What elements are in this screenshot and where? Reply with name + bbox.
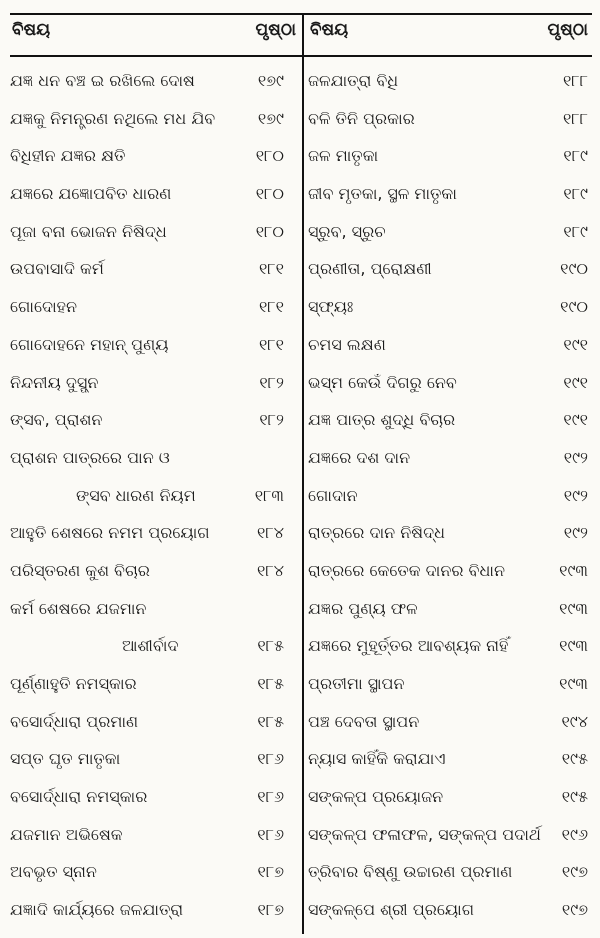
- index-entry: [10, 778, 298, 816]
- entry-topic: ପୂର୍ଣ୍ଣାହୁତି ନମସ୍କାର: [10, 674, 137, 693]
- entry-topic: ରାତ୍ରରେ କେତେକ ଦାନର ବିଧାନ: [308, 560, 505, 580]
- entry-topic: ତ୍ରିବାର ବିଷ୍ଣୁ ଉଚ୍ଚାରଣ ପ୍ରମାଣ: [308, 862, 513, 882]
- entry-page-number: ୧୯୩: [559, 598, 588, 618]
- entry-page-number: ୧୯୦: [560, 297, 588, 317]
- entry-topic: ଉପବାସାଦି କର୍ମ: [10, 259, 104, 279]
- entry-page-number: ୧୭୯: [257, 71, 284, 90]
- entry-topic: ଅବଭୃତ ସ୍ନାନ: [10, 862, 97, 882]
- entry-page-number: ୧୮୨: [259, 410, 284, 430]
- entry-page-number: ୧୮୫: [257, 674, 284, 693]
- index-entry: [308, 627, 590, 665]
- entry-page-number: ୧୯୭: [561, 900, 588, 920]
- index-entry: [10, 364, 298, 402]
- column-divider: [302, 13, 304, 934]
- entry-page-number: ୧୮୦: [255, 221, 284, 241]
- index-entry: [308, 703, 590, 741]
- entry-page-number: ୧୯୦: [560, 259, 588, 279]
- right-column-header: [308, 20, 590, 50]
- entry-page-number: ୧୯୧: [563, 372, 588, 392]
- entry-page-number: ୧୮୮: [562, 71, 588, 90]
- index-entry: [308, 100, 590, 138]
- index-entry: [10, 100, 298, 138]
- index-entry: [308, 62, 590, 100]
- entry-topic: ବିଧିହୀନ ଯଜ୍ଞର କ୍ଷତି: [10, 146, 126, 166]
- entry-page-number: ୧୯୩: [559, 636, 588, 656]
- entry-page-number: ୧୮୯: [563, 146, 588, 166]
- topic-heading: ବିଷୟ: [310, 20, 349, 40]
- entry-page-number: ୧୯୫: [561, 787, 588, 807]
- index-entry: [10, 288, 298, 326]
- entry-topic: ଆଶୀର୍ବାଦ: [122, 636, 179, 656]
- entry-page-number: ୧୯୭: [561, 862, 588, 882]
- entry-topic: ବସୋର୍ଦ୍ଧାରା ପ୍ରମାଣ: [10, 711, 139, 731]
- index-entry: [10, 552, 298, 590]
- index-entry: [10, 816, 298, 854]
- entry-page-number: ୧୯୨: [563, 485, 588, 505]
- index-entry: [308, 364, 590, 402]
- index-entry: [10, 137, 298, 175]
- entry-page-number: ୧୮୩: [254, 485, 284, 505]
- index-entry: [308, 213, 590, 251]
- entry-page-number: ୧୯୩: [559, 674, 588, 693]
- index-entry: [10, 326, 298, 364]
- entry-topic: ଙ୍ସବ ଧାରଣ ନିୟମ: [76, 485, 196, 505]
- entry-topic: ଗୋଦାନ: [308, 485, 358, 505]
- left-entries-list: [10, 62, 298, 929]
- index-entry: [308, 477, 590, 515]
- entry-topic: ସଙ୍କଳ୍ପ ପ୍ରୟୋଜନ: [308, 787, 444, 807]
- entry-page-number: ୧୮୮: [562, 108, 588, 128]
- index-entry: [10, 514, 298, 552]
- entry-page-number: ୧୮୧: [258, 297, 284, 317]
- entry-page-number: ୧୮୬: [257, 824, 284, 844]
- left-column-header: [10, 20, 298, 50]
- index-entry: [308, 740, 590, 778]
- entry-topic: ସଙ୍କଳ୍ପେ ଶ୍ରୀ ପ୍ରୟୋଗ: [308, 900, 474, 920]
- header-rule: [10, 55, 592, 57]
- index-entry: [308, 816, 590, 854]
- entry-page-number: ୧୯୬: [561, 824, 588, 844]
- entry-page-number: ୧୯୧: [563, 410, 588, 430]
- index-entry: [308, 891, 590, 929]
- right-entries-list: [308, 62, 590, 929]
- entry-topic: ଯଜ୍ଞକୁ ନିମନ୍ତ୍ରଣ ନଥିଲେ ମଧ ଯିବ: [10, 108, 216, 128]
- index-entry: [308, 137, 590, 175]
- entry-topic: ଯଜ୍ଞରେ ମୁହୂର୍ତ୍ତର ଆବଶ୍ୟକ ନାହିଁ: [308, 636, 509, 656]
- entry-page-number: ୧୮୪: [257, 523, 284, 543]
- index-entry: [308, 853, 590, 891]
- entry-topic: ଜଳଯାତ୍ରା ବିଧି: [308, 71, 399, 90]
- index-entry: [10, 590, 298, 628]
- entry-topic: ଯଜ୍ଞରେ ଯଜ୍ଞୋପବିତ ଧାରଣ: [10, 184, 172, 204]
- entry-topic: ନ୍ୟାସ କାହିଁକି କରାଯାଏ: [308, 749, 446, 769]
- entry-page-number: ୧୮୨: [259, 372, 284, 392]
- entry-topic: ସଙ୍କଳ୍ପ ଫଳାଫଳ, ସଙ୍କଳ୍ପ ପଦାର୍ଥ: [308, 824, 541, 844]
- entry-topic: ଯଜ୍ଞ ଧନ ବଞ୍ଚ ଇ ରଖିଲେ ଦୋଷ: [10, 71, 195, 90]
- entry-page-number: ୧୮୬: [257, 787, 284, 807]
- index-entry: [308, 552, 590, 590]
- entry-topic: ପଞ୍ଚ ଦେବତା ସ୍ଥାପନ: [308, 711, 420, 731]
- entry-topic: ବଳି ତିନି ପ୍ରକାର: [308, 108, 415, 128]
- index-entry: [10, 703, 298, 741]
- page-heading: ପୃଷ୍ଠା: [547, 20, 588, 40]
- entry-topic: ଯଜ୍ଞରେ ଦଶ ଦାନ: [308, 447, 411, 467]
- entry-topic: ଗୋଦୋହନ: [10, 297, 77, 317]
- topic-heading: ବିଷୟ: [12, 20, 51, 40]
- entry-page-number: ୧୮୫: [257, 636, 284, 656]
- entry-topic: ସ୍ଫ୍ୟଃ: [308, 297, 354, 317]
- index-entry: [308, 175, 590, 213]
- index-entry: [10, 665, 298, 703]
- entry-topic: ଯଜ୍ଞାଦି କାର୍ଯ୍ୟରେ ଜଳଯାତ୍ରା: [10, 900, 184, 920]
- entry-page-number: ୧୮୯: [563, 221, 588, 241]
- entry-topic: ଯଜ୍ଞ ପାତ୍ର ଶୁଦ୍ଧି ବିଚାର: [308, 410, 456, 430]
- index-entry: [10, 175, 298, 213]
- entry-page-number: ୧୭୯: [257, 108, 284, 128]
- entry-page-number: ୧୮୭: [257, 862, 284, 882]
- entry-page-number: ୧୮୧: [258, 259, 284, 279]
- entry-topic: ପ୍ରାଶନ ପାତ୍ରରେ ପାନ ଓ: [10, 447, 170, 467]
- entry-topic: ଯଜମାନ ଅଭିଷେକ: [10, 824, 123, 844]
- entry-topic: ଚମସ ଲକ୍ଷଣ: [308, 334, 386, 354]
- entry-topic: ସପ୍ତ ଘୃତ ମାତୃକା: [10, 749, 121, 769]
- entry-topic: ନିନ୍ଦନୀୟ ଦୁସ୍ପ୍ନ: [10, 372, 99, 392]
- entry-topic: ଙ୍ସବ, ପ୍ରାଶନ: [10, 410, 103, 430]
- entry-page-number: ୧୮୭: [257, 900, 284, 920]
- index-entry: [10, 401, 298, 439]
- entry-topic: କର୍ମ ଶେଷରେ ଯଜମାନ: [10, 598, 147, 618]
- entry-page-number: ୧୮୬: [257, 749, 284, 769]
- index-entry: [10, 213, 298, 251]
- entry-topic: ଜୀବ ମୃତକା, ସ୍ଥଳ ମାତୃକା: [308, 184, 457, 204]
- entry-topic: ରାତ୍ରରେ ଦାନ ନିଷିଦ୍ଧ: [308, 523, 445, 543]
- top-rule: [10, 13, 592, 15]
- index-entry: [308, 439, 590, 477]
- entry-page-number: ୧୮୦: [255, 146, 284, 166]
- entry-topic: ପ୍ରଣୀତା, ପ୍ରୋକ୍ଷଣୀ: [308, 259, 432, 279]
- index-entry: [10, 250, 298, 288]
- index-entry: [10, 891, 298, 929]
- index-entry: [10, 853, 298, 891]
- entry-page-number: ୧୯୩: [559, 560, 588, 580]
- entry-topic: ବସୋର୍ଦ୍ଧାରା ନମସ୍କାର: [10, 787, 148, 807]
- entry-topic: ପରିସ୍ତରଣ କୁଶ ବିଚାର: [10, 560, 150, 580]
- index-entry: [308, 401, 590, 439]
- entry-topic: ଯଜ୍ଞର ପୁଣ୍ୟ ଫଳ: [308, 598, 418, 618]
- index-entry: [308, 326, 590, 364]
- index-entry: [308, 590, 590, 628]
- entry-page-number: ୧୯୨: [563, 523, 588, 543]
- entry-page-number: ୧୯୪: [561, 711, 588, 731]
- index-entry: [10, 477, 298, 515]
- index-entry: [10, 740, 298, 778]
- index-entry: [308, 288, 590, 326]
- entry-topic: ସ୍ରୁବ, ସ୍ରୁଚ: [308, 221, 386, 241]
- entry-page-number: ୧୮୦: [255, 184, 284, 204]
- entry-page-number: ୧୮୯: [563, 184, 588, 204]
- entry-topic: ଭସ୍ମ କେଉଁ ଦିଗରୁ ନେବ: [308, 372, 457, 392]
- entry-topic: ଗୋଦୋହନେ ମହାନ୍ ପୁଣ୍ୟ: [10, 334, 169, 354]
- index-entry: [10, 439, 298, 477]
- index-entry: [308, 665, 590, 703]
- entry-page-number: ୧୯୧: [563, 334, 588, 354]
- entry-page-number: ୧୯୫: [561, 749, 588, 769]
- entry-topic: ପୂଜା ବନା ଭୋଜନ ନିଷିଦ୍ଧ: [10, 221, 167, 241]
- entry-page-number: ୧୯୨: [563, 447, 588, 467]
- entry-topic: ପ୍ରତୀମା ସ୍ଥାପନ: [308, 674, 405, 693]
- index-entry: [308, 250, 590, 288]
- page-heading: ପୃଷ୍ଠା: [255, 20, 296, 40]
- index-entry: [10, 62, 298, 100]
- entry-page-number: ୧୮୫: [257, 711, 284, 731]
- entry-page-number: ୧୮୧: [258, 334, 284, 354]
- entry-topic: ଆହୁତି ଶେଷରେ ନମମ ପ୍ରୟୋଗ: [10, 523, 210, 543]
- index-entry: [308, 778, 590, 816]
- index-entry: [10, 627, 298, 665]
- entry-page-number: ୧୮୪: [257, 560, 284, 580]
- entry-topic: ଜଳ ମାତୃକା: [308, 146, 379, 166]
- index-entry: [308, 514, 590, 552]
